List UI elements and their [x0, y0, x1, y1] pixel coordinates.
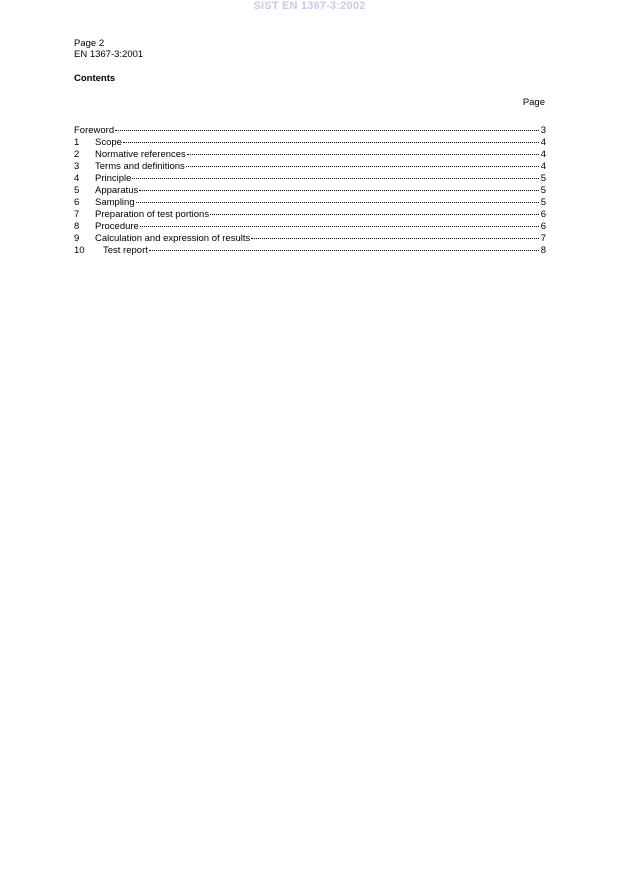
toc-leader-dots: [140, 217, 539, 229]
toc-entry-title: Test report: [103, 245, 148, 256]
toc-entry-foreword[interactable]: [74, 121, 546, 136]
toc-entry-number: 5: [74, 185, 80, 196]
toc-entry-number: 10: [74, 245, 85, 256]
toc-leader-dots: [210, 205, 539, 217]
toc-entry-title: Terms and definitions: [95, 161, 185, 172]
toc-leader-dots: [123, 133, 539, 145]
watermark-text: SIST EN 1367-3:2002: [253, 0, 366, 12]
toc-entry-scope[interactable]: [74, 133, 546, 148]
toc-entry-sampling[interactable]: [74, 193, 546, 208]
toc-entry-number: 9: [74, 233, 80, 244]
toc-entry-number: 3: [74, 161, 80, 172]
toc-leader-dots: [251, 229, 539, 241]
toc-entry-number: 8: [74, 221, 80, 232]
toc-entry-normative-references[interactable]: [74, 145, 546, 160]
toc-entry-page: 4: [540, 161, 546, 172]
table-of-contents: [74, 121, 546, 256]
toc-entry-title: Procedure: [95, 221, 139, 232]
toc-leader-dots: [186, 157, 539, 169]
toc-entry-page: 6: [540, 221, 546, 232]
toc-entry-number: 6: [74, 197, 80, 208]
toc-entry-page: 4: [540, 149, 546, 160]
toc-leader-dots: [139, 181, 539, 193]
standard-identifier: EN 1367-3:2001: [74, 49, 144, 60]
toc-entry-calculation-and-expression-of-results[interactable]: [74, 229, 546, 244]
toc-entry-page: 6: [540, 209, 546, 220]
toc-entry-number: 4: [74, 173, 80, 184]
toc-entry-preparation-of-test-portions[interactable]: [74, 205, 546, 220]
toc-entry-title: Scope: [95, 137, 122, 148]
toc-entry-page: 5: [540, 185, 546, 196]
page-column-label: Page: [522, 97, 545, 108]
toc-entry-title: Apparatus: [95, 185, 139, 196]
toc-entry-title: Sampling: [95, 197, 135, 208]
toc-entry-number: 7: [74, 209, 80, 220]
toc-entry-principle[interactable]: [74, 169, 546, 184]
toc-entry-page: 3: [540, 125, 546, 136]
contents-heading: Contents: [74, 73, 116, 84]
toc-leader-dots: [115, 121, 539, 133]
toc-entry-title: Foreword: [74, 125, 115, 136]
toc-leader-dots: [132, 169, 539, 181]
toc-entry-page: 5: [540, 173, 546, 184]
toc-entry-number: 1: [74, 137, 80, 148]
page-number-label: Page 2: [74, 38, 105, 49]
toc-entry-apparatus[interactable]: [74, 181, 546, 196]
toc-entry-page: 4: [540, 137, 546, 148]
toc-entry-title: Principle: [95, 173, 132, 184]
toc-leader-dots: [187, 145, 539, 157]
toc-leader-dots: [149, 241, 539, 253]
toc-entry-procedure[interactable]: [74, 217, 546, 232]
toc-entry-title: Calculation and expression of results: [95, 233, 251, 244]
toc-entry-title: Preparation of test portions: [95, 209, 210, 220]
toc-entry-page: 8: [540, 245, 546, 256]
toc-entry-page: 7: [540, 233, 546, 244]
page-header: [74, 38, 143, 60]
toc-entry-title: Normative references: [95, 149, 186, 160]
toc-leader-dots: [136, 193, 539, 205]
toc-entry-page: 5: [540, 197, 546, 208]
toc-entry-number: 2: [74, 149, 80, 160]
